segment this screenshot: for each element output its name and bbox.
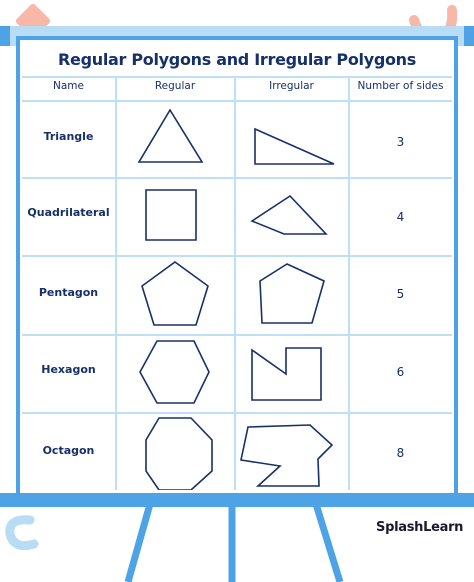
irregular-pentagon-shape [260, 264, 324, 323]
irregular-triangle-shape [255, 129, 334, 164]
row-name-hexagon: Hexagon [41, 363, 96, 376]
row-sides-pentagon: 5 [396, 287, 405, 301]
row-sides-quadrilateral: 4 [396, 210, 405, 224]
shapes-layer [22, 76, 452, 490]
irregular-hexagon-shape [252, 348, 321, 400]
header-name: Name [53, 80, 84, 92]
row-sides-hexagon: 6 [396, 365, 405, 379]
easel-top-cap-left [0, 26, 10, 46]
row-sides-octagon: 8 [396, 446, 405, 460]
regular-square-shape [146, 190, 196, 240]
polygon-table [22, 76, 452, 490]
header-irregular: Irregular [269, 80, 314, 92]
regular-triangle-shape [139, 110, 202, 162]
easel-top-cap-right [464, 26, 474, 46]
easel-legs [0, 500, 474, 582]
page-title: Regular Polygons and Irregular Polygons [58, 50, 416, 69]
header-regular: Regular [154, 80, 196, 92]
row-sides-triangle: 3 [396, 135, 405, 149]
row-name-pentagon: Pentagon [38, 286, 99, 299]
row-name-octagon: Octagon [42, 444, 95, 457]
splashlearn-logo: SplashLearn [376, 520, 464, 535]
row-name-triangle: Triangle [43, 130, 94, 143]
row-name-quadrilateral: Quadrilateral [27, 206, 110, 219]
irregular-quadrilateral-shape [252, 196, 326, 234]
regular-pentagon-shape [142, 262, 208, 325]
header-number-of-sides: Number of sides [357, 80, 444, 92]
irregular-octagon-shape [241, 425, 332, 486]
regular-hexagon-shape [140, 341, 209, 403]
regular-octagon-shape [146, 418, 212, 490]
